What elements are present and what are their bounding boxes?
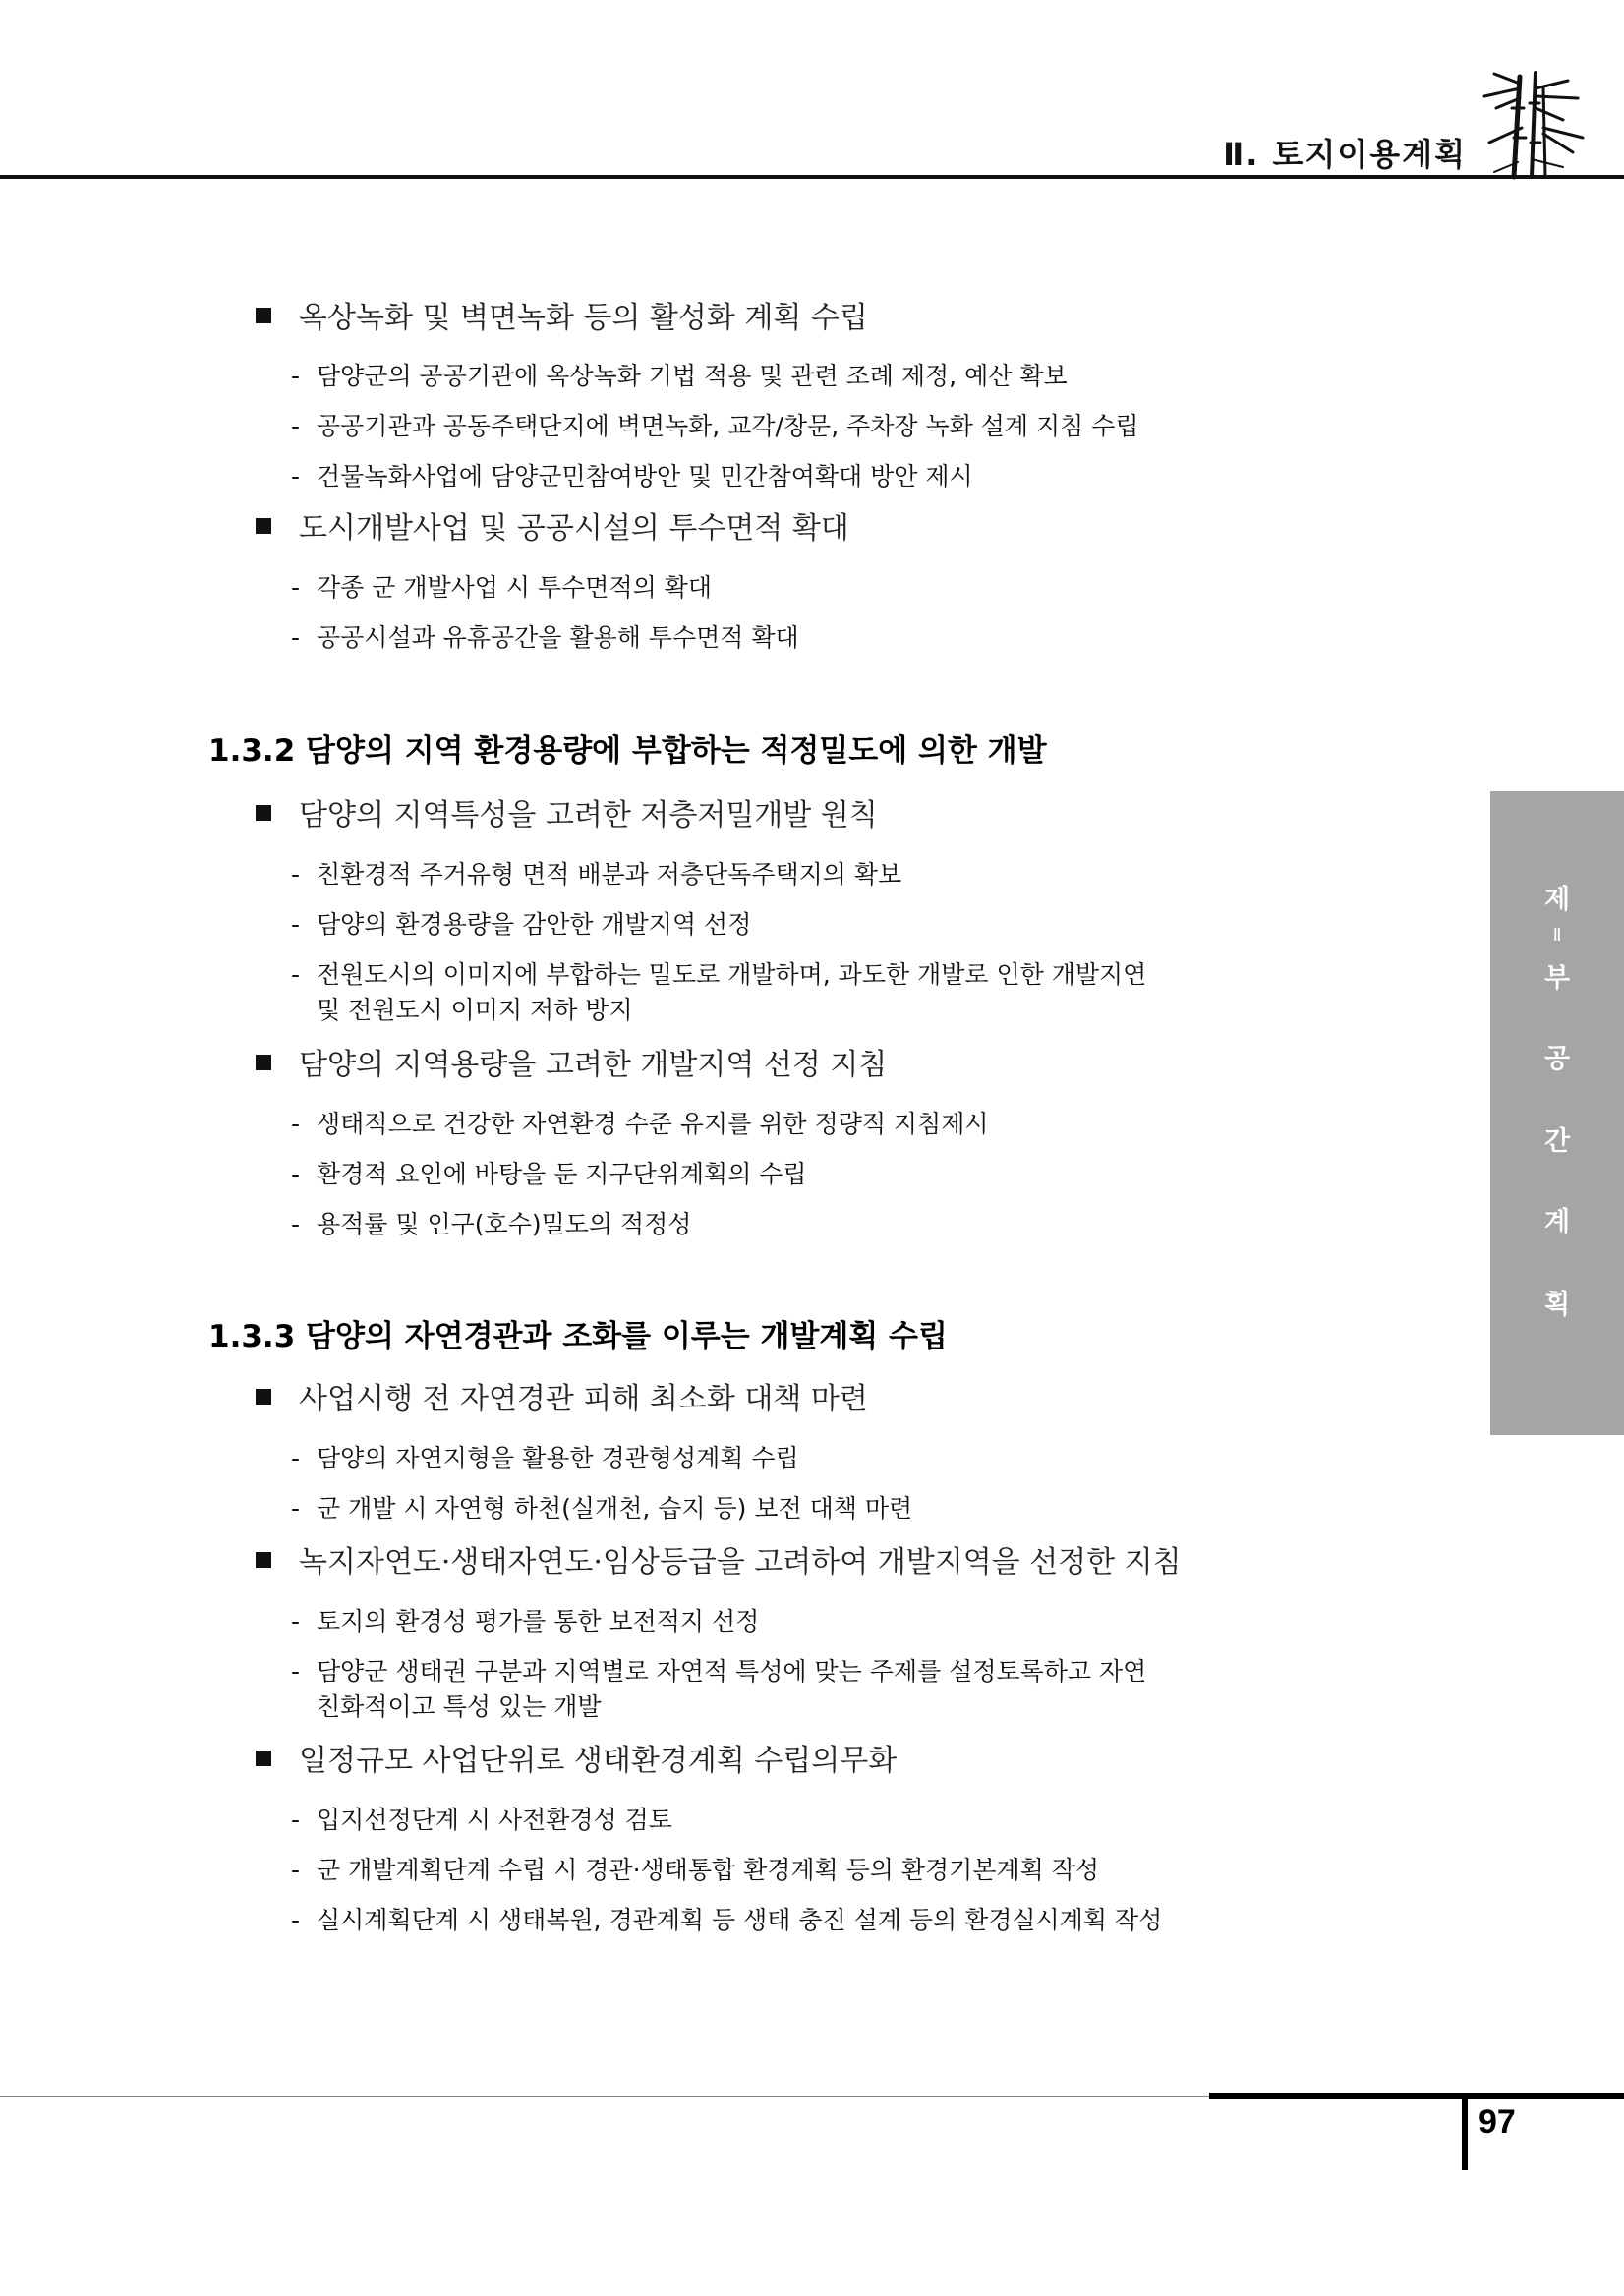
side-tab-char: 부 xyxy=(1543,963,1571,994)
dash-item: - 담양의 환경용량을 감안한 개발지역 선정 xyxy=(291,910,752,939)
square-bullet-icon xyxy=(256,1389,271,1405)
dash-item: - 친환경적 주거유형 면적 배분과 저층단독주택지의 확보 xyxy=(291,860,902,889)
dash-item: - 담양군 생태권 구분과 지역별로 자연적 특성에 맞는 주제를 설정토록하고 자연 xyxy=(291,1657,1147,1686)
side-tab-char: 제 xyxy=(1543,885,1571,915)
dash-item: - 군 개발 시 자연형 하천(실개천, 습지 등) 보전 대책 마련 xyxy=(291,1494,913,1522)
bamboo-logo xyxy=(1475,69,1593,182)
square-bullet-icon xyxy=(256,1751,271,1766)
chapter-header-title: Ⅱ. 토지이용계획 xyxy=(1223,136,1467,173)
bullet-heading: 담양의 지역용량을 고려한 개발지역 선정 지침 xyxy=(256,1040,887,1083)
dash-item: - 입지선정단계 시 사전환경성 검토 xyxy=(291,1806,672,1834)
dash-item-continuation: 친화적이고 특성 있는 개발 xyxy=(317,1693,602,1721)
part-side-tab xyxy=(1490,791,1624,1435)
bullet-heading: 도시개발사업 및 공공시설의 투수면적 확대 xyxy=(256,503,849,546)
side-tab-char: 간 xyxy=(1543,1126,1571,1157)
header-rule xyxy=(0,175,1624,179)
dash-item: - 각종 군 개발사업 시 투수면적의 확대 xyxy=(291,573,712,602)
dash-item: - 담양군의 공공기관에 옥상녹화 기법 적용 및 관련 조례 제정, 예산 확보 xyxy=(291,362,1068,390)
dash-item: - 토지의 환경성 평가를 통한 보전적지 선정 xyxy=(291,1607,760,1636)
dash-item: - 군 개발계획단계 수립 시 경관·생태통합 환경계획 등의 환경기본계획 작성 xyxy=(291,1856,1100,1884)
dash-item: - 환경적 요인에 바탕을 둔 지구단위계획의 수립 xyxy=(291,1160,807,1188)
dash-item: - 공공기관과 공동주택단지에 벽면녹화, 교각/창문, 주차장 녹화 설계 지침 수립 xyxy=(291,412,1139,440)
section-heading: 1.3.3 담양의 자연경관과 조화를 이루는 개발계획 수립 xyxy=(208,1319,948,1354)
section-heading: 1.3.2 담양의 지역 환경용량에 부합하는 적정밀도에 의한 개발 xyxy=(208,733,1047,769)
page-number-bar xyxy=(1462,2097,1468,2170)
footer-rule-accent xyxy=(1209,2093,1624,2099)
dash-item: - 공공시설과 유휴공간을 활용해 투수면적 확대 xyxy=(291,623,799,652)
side-tab-char: 계 xyxy=(1543,1207,1571,1237)
dash-item: - 용적률 및 인구(호수)밀도의 적정성 xyxy=(291,1210,692,1238)
square-bullet-icon xyxy=(256,1552,271,1568)
bullet-heading: 담양의 지역특성을 고려한 저층저밀개발 원칙 xyxy=(256,790,878,833)
dash-item: - 실시계획단계 시 생태복원, 경관계획 등 생태 충진 설계 등의 환경실시계획 작성 xyxy=(291,1906,1163,1934)
dash-item: - 생태적으로 건강한 자연환경 수준 유지를 위한 정량적 지침제시 xyxy=(291,1110,989,1138)
dash-item-continuation: 및 전원도시 이미지 저하 방지 xyxy=(317,996,633,1024)
square-bullet-icon xyxy=(256,805,271,821)
side-tab-char: 획 xyxy=(1543,1290,1571,1320)
side-tab-char: 공 xyxy=(1543,1044,1571,1074)
square-bullet-icon xyxy=(256,518,271,534)
dash-item: - 건물녹화사업에 담양군민참여방안 및 민간참여확대 방안 제시 xyxy=(291,462,973,490)
bullet-heading: 옥상녹화 및 벽면녹화 등의 활성화 계획 수립 xyxy=(256,293,868,336)
square-bullet-icon xyxy=(256,308,271,323)
side-tab-char: Ⅱ xyxy=(1552,925,1562,946)
page-number: 97 xyxy=(1479,2103,1516,2141)
dash-item: - 담양의 자연지형을 활용한 경관형성계획 수립 xyxy=(291,1444,799,1472)
bullet-heading: 일정규모 사업단위로 생태환경계획 수립의무화 xyxy=(256,1736,897,1779)
dash-item: - 전원도시의 이미지에 부합하는 밀도로 개발하며, 과도한 개발로 인한 개발지연 xyxy=(291,960,1147,989)
bullet-heading: 녹지자연도·생태자연도·임상등급을 고려하여 개발지역을 선정한 지침 xyxy=(256,1537,1182,1580)
bullet-heading: 사업시행 전 자연경관 피해 최소화 대책 마련 xyxy=(256,1374,868,1417)
square-bullet-icon xyxy=(256,1055,271,1070)
